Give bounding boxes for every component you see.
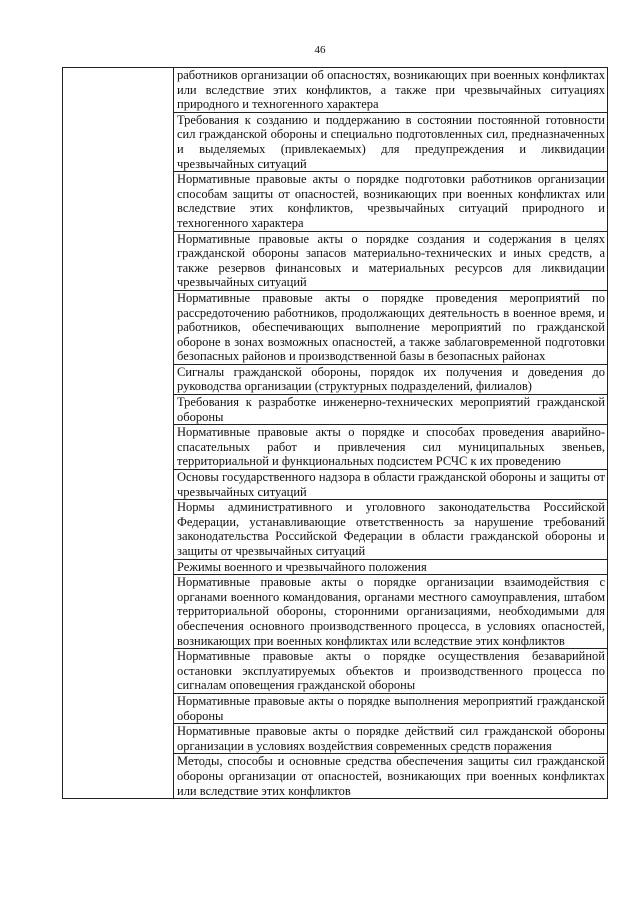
table-cell-text: Режимы военного и чрезвычайного положения <box>174 559 608 575</box>
table-cell-text: Нормативные правовые акты о порядке и способах проведения аварийно-спасательных работ и привлечения сил муниципальных звеньев, территориальной и функциональных подсистем РСЧС к их проведению <box>174 425 608 470</box>
table-cell-text: Нормативные правовые акты о порядке подготовки работников организации способам защиты от опасностей, возникающих при военных конфликтах или вследствие этих конфликтов, чрезвычайных ситуаций природного и техногенного характера <box>174 172 608 231</box>
requirements-table <box>62 67 608 799</box>
table-cell-text: Нормативные правовые акты о порядке проведения мероприятий по рассредоточению работников, продолжающих деятельность в военное время, и работников, обеспечивающих выполнение мероприятий по гражданской обороне в зонах возможных опасностей, а также заблаговременной подготовки безопасных районов и производственной базы в безопасных районах <box>174 290 608 364</box>
table-cell-text: Нормативные правовые акты о порядке действий сил гражданской обороны организации в условиях воздействия современных средств поражения <box>174 724 608 754</box>
table-cell-text: Основы государственного надзора в области гражданской обороны и защиты от чрезвычайных ситуаций <box>174 470 608 500</box>
table-cell-text: Требования к разработке инженерно-технических мероприятий гражданской обороны <box>174 395 608 425</box>
empty-first-column-cell <box>63 68 174 799</box>
table-cell-text: Нормативные правовые акты о порядке выполнения мероприятий гражданской обороны <box>174 693 608 723</box>
table-cell-text: Нормативные правовые акты о порядке организации взаимодействия с органами военного командования, органами местного самоуправления, штабом территориальной обороны, сторонними организациями, необходимыми для обеспечения основного производственного процесса, в условиях опасностей, возникающих при военных конфликтах или вследствие этих конфликтов <box>174 575 608 649</box>
table-row <box>63 68 608 113</box>
page-number: 46 <box>314 44 326 56</box>
table-cell-text: Требования к созданию и поддержанию в состоянии постоянной готовности сил гражданской обороны и специально подготовленных сил, предназначенных и выделяемых (привлекаемых) для предупреждения и ликвидации чрезвычайных ситуаций <box>174 112 608 171</box>
table-cell-text: Нормы административного и уголовного законодательства Российской Федерации, устанавливающие ответственность за нарушение требований законодательства Российской Федерации в области гражданской обороны и защиты от чрезвычайных ситуаций <box>174 500 608 559</box>
table-cell-text: Методы, способы и основные средства обеспечения защиты сил гражданской обороны организации от опасностей, возникающих при военных конфликтах или вследствие этих конфликтов <box>174 754 608 799</box>
table-cell-text: Сигналы гражданской обороны, порядок их получения и доведения до руководства организации (структурных подразделений, филиалов) <box>174 364 608 394</box>
table-cell-text: Нормативные правовые акты о порядке осуществления безаварийной остановки эксплуатируемых объектов и производственного процесса по сигналам оповещения гражданской обороны <box>174 649 608 694</box>
table-cell-text: работников организации об опасностях, возникающих при военных конфликтах или вследствие этих конфликтов, а также при чрезвычайных ситуациях природного и техногенного характера <box>174 68 608 113</box>
table-cell-text: Нормативные правовые акты о порядке создания и содержания в целях гражданской обороны запасов материально-технических и иных средств, а также резервов финансовых и материальных ресурсов для ликвидации чрезвычайных ситуаций <box>174 231 608 290</box>
